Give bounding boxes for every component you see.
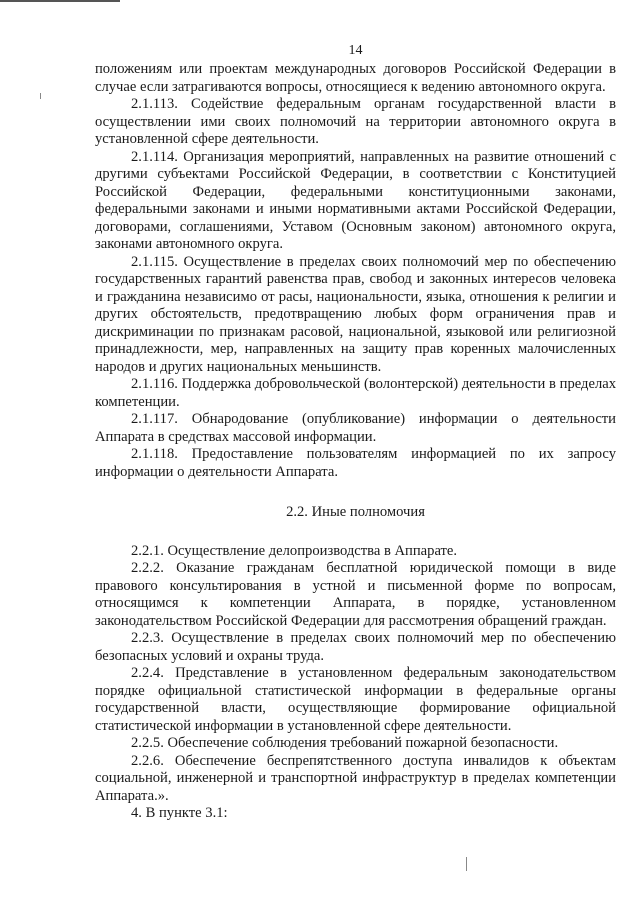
paragraph-2-2-3: 2.2.3. Осуществление в пределах своих полномочий мер по обеспечению безопасных условий и охраны труда. — [95, 630, 616, 664]
paragraph-2-2-5: 2.2.5. Обеспечение соблюдения требований пожарной безопасности. — [131, 735, 559, 751]
paragraph-2-2-6: 2.2.6. Обеспечение беспрепятственного доступа инвалидов к объектам социальной, инженерной и транспортной инфраструктур в пределах компетенции Аппарата.». — [95, 752, 616, 804]
page-number: 14 — [348, 43, 363, 58]
paragraph-2-1-117: 2.1.117. Обнародование (опубликование) информации о деятельности Аппарата в средствах массовой информации. — [95, 411, 616, 445]
section-2-1-items — [95, 61, 616, 481]
paragraph-2-1-118: 2.1.118. Предоставление пользователям информацией по их запросу информации о деятельности Аппарата. — [95, 446, 616, 480]
paragraph-2-1-113: 2.1.113. Содействие федеральным органам государственной власти в осуществлении ими своих полномочий на территории автономного округа в установленной сфере деятельности. — [95, 96, 616, 147]
section-heading: 2.2. Иные полномочия — [286, 504, 425, 520]
scan-mark — [40, 93, 41, 99]
scan-mark — [466, 857, 467, 871]
document-page — [95, 0, 616, 823]
paragraph-2-1-116: 2.1.116. Поддержка добровольческой (волонтерской) деятельности в пределах компетенции. — [95, 376, 616, 410]
paragraph-2-2-4: 2.2.4. Представление в установленном федеральным законодательством порядке официальной статистической информации в федеральные органы государственной власти, осуществляющие формирование официальной статистической информации в установленной сфере деятельности. — [95, 665, 616, 734]
paragraph-item-4: 4. В пункте 3.1: — [131, 805, 228, 821]
paragraph-2-2-2: 2.2.2. Оказание гражданам бесплатной юридической помощи в виде правового консультирования в устной и письменной форме по вопросам, относящимся к компетенции Аппарата, в порядке, установленном законодательством Российской Федерации для рассмотрения обращений граждан. — [95, 560, 616, 629]
paragraph-2-1-115: 2.1.115. Осуществление в пределах своих полномочий мер по обеспечению государственных гарантий равенства прав, свобод и законных интересов человека и гражданина независимо от расы, национальности, языка, отношения к религии и других обстоятельств, предотвращению любых форм ограничения прав и дискриминации по признакам расовой, национальной, языковой или религиозной принадлежности, мер, направленных на защиту прав коренных малочисленных народов и других национальных меньшинств. — [95, 253, 616, 375]
paragraph-2-2-1: 2.2.1. Осуществление делопроизводства в Аппарате. — [131, 542, 458, 559]
section-2-2-items — [95, 543, 616, 823]
paragraph-continuation: положениям или проектам международных договоров Российской Федерации в случае если затрагиваются вопросы, относящиеся к ведению автономного округа. — [95, 61, 616, 95]
paragraph-2-1-114: 2.1.114. Организация мероприятий, направленных на развитие отношений с другими субъектами Российской Федерации, в соответствии с Конституцией Российской Федерации, федеральными конституционными законами, федеральными законами и иными нормативными актами Российской Федерации, договорами, соглашениями, Уставом (Основным законом) автономного округа, законами автономного округа. — [95, 148, 616, 252]
